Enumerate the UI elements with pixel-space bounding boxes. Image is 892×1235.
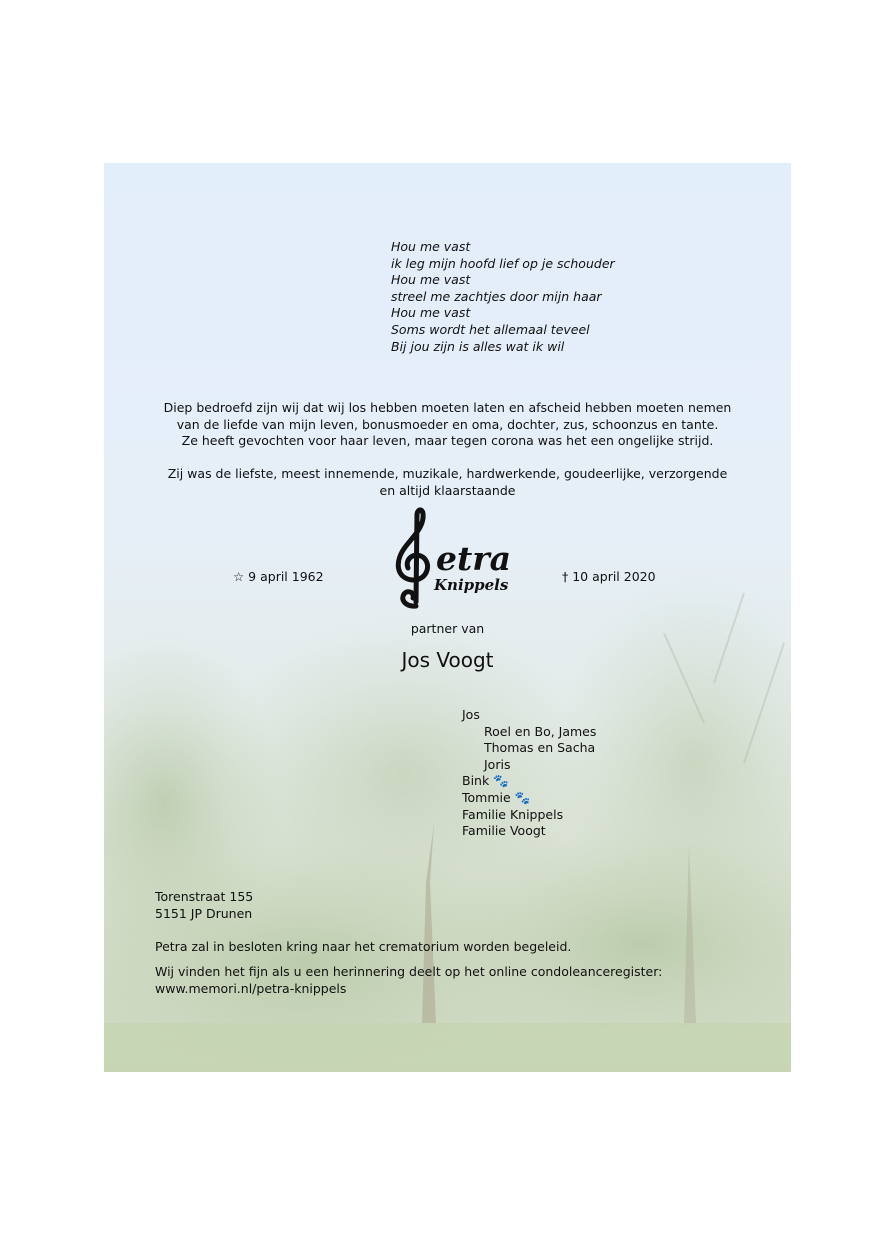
tribute-line: en altijd klaarstaande: [379, 482, 516, 498]
partner-label: partner van: [410, 621, 485, 636]
announcement: [104, 400, 791, 450]
address-street: Torenstraat 155: [155, 889, 254, 904]
death-date: † 10 april 2020: [562, 569, 656, 584]
name-logo: [386, 506, 512, 610]
poem-line: streel me zachtjes door mijn haar: [391, 288, 602, 304]
memorial-card: [104, 163, 791, 1072]
condolence-link[interactable]: www.memori.nl/petra-knippels: [155, 980, 347, 996]
birth-date: ☆ 9 april 1962: [233, 569, 324, 584]
family-member: Familie Knippels: [462, 806, 564, 822]
poem-line: Hou me vast: [391, 272, 471, 288]
tribute: [104, 466, 791, 499]
family-pet: Tommie 🐾: [462, 789, 531, 805]
family-children: Joris: [484, 756, 511, 772]
poem-line: Hou me vast: [391, 305, 471, 321]
family-children: Thomas en Sacha: [484, 740, 596, 756]
cremation-note: Petra zal in besloten kring naar het crematorium worden begeleid.: [155, 939, 572, 954]
announcement-line: van de liefde van mijn leven, bonusmoeder en oma, dochter, zus, schoonzus en tante.: [176, 416, 719, 432]
poem-line: Soms wordt het allemaal teveel: [391, 321, 590, 337]
announcement-line: Ze heeft gevochten voor haar leven, maar tegen corona was het een ongelijke strijd.: [181, 433, 714, 449]
partner-name: Jos Voogt: [401, 648, 494, 672]
poem: [391, 239, 615, 355]
family-list: [462, 707, 596, 840]
family-member: Familie Voogt: [462, 823, 546, 839]
poem-line: Hou me vast: [391, 239, 471, 254]
address-city: 5151 JP Drunen: [155, 905, 253, 921]
poem-line: Bij jou zijn is alles wat ik wil: [391, 338, 565, 354]
condolence-note: [155, 964, 662, 997]
logo-last-name: Knippels: [434, 576, 509, 594]
tribute-line: Zij was de liefste, meest innemende, muzikale, hardwerkende, goudeerlijke, verzorgende: [167, 466, 728, 481]
poem-line: ik leg mijn hoofd lief op je schouder: [391, 255, 615, 271]
announcement-line: Diep bedroefd zijn wij dat wij los hebben moeten laten en afscheid hebben moeten nemen: [163, 400, 732, 415]
address: [155, 889, 253, 922]
logo-first-name: etra: [436, 539, 512, 578]
family-children: Roel en Bo, James: [484, 723, 597, 739]
family-pet: Bink 🐾: [462, 773, 509, 789]
family-member: Jos: [462, 707, 480, 722]
condolence-text: Wij vinden het fijn als u een herinnering deelt op het online condoleanceregister:: [155, 964, 663, 979]
